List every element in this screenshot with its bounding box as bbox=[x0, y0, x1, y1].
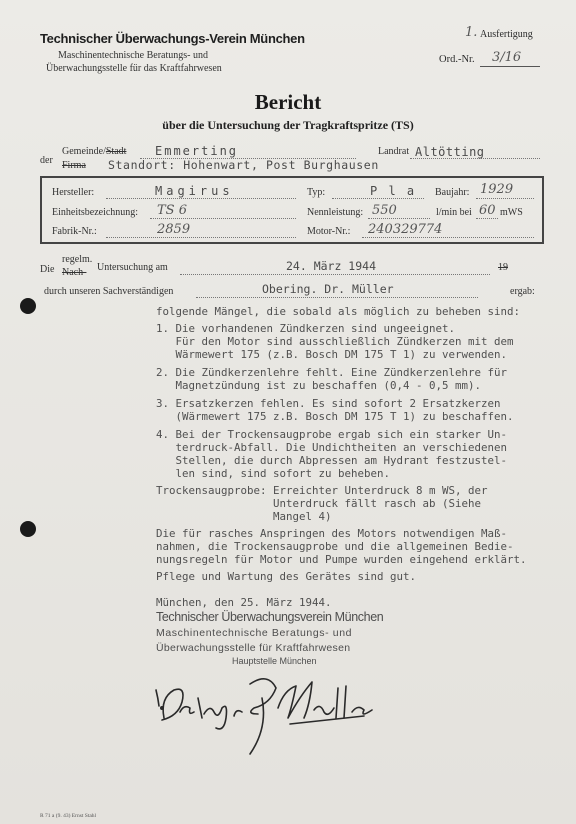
stamp-line-3: Überwachungsstelle für Kraftfahrwesen bbox=[156, 642, 351, 654]
der-label: der bbox=[40, 155, 53, 166]
nennleistung-label: Nennleistung: bbox=[307, 207, 364, 218]
form-code: R 71 a (9. 43) Ernst Stahl bbox=[40, 813, 97, 819]
stamp-line-4: Hauptstelle München bbox=[232, 656, 317, 666]
mws-line bbox=[476, 218, 498, 219]
punch-hole-top bbox=[20, 298, 36, 314]
body-line-3: Wärmewert 175 (z.B. Bosch DM 175 T 1) zu verwenden. bbox=[156, 348, 508, 361]
fabrik-label: Fabrik-Nr.: bbox=[52, 226, 97, 237]
organization-name: Technischer Überwachungs-Verein München bbox=[40, 31, 305, 46]
typ-label: Typ: bbox=[307, 187, 326, 198]
body-line-2: Für den Motor sind ausschließlich Zündkerzen mit dem bbox=[156, 335, 514, 348]
firma-label: Firma bbox=[62, 160, 86, 171]
baujahr-label: Baujahr: bbox=[435, 187, 470, 198]
gemeinde-value: Emmerting bbox=[155, 144, 239, 158]
ergab-label: ergab: bbox=[510, 286, 535, 297]
ausfertigung-label: Ausfertigung bbox=[480, 29, 533, 40]
die-label: Die bbox=[40, 264, 55, 275]
standort-value: Standort: Hohenwart, Post Burghausen bbox=[108, 158, 379, 172]
expert-value: Obering. Dr. Müller bbox=[262, 282, 394, 296]
signature bbox=[150, 668, 380, 758]
organization-subline-2: Überwachungsstelle für das Kraftfahrwesen bbox=[46, 63, 222, 74]
einheit-line bbox=[150, 218, 296, 219]
body-line-12: Trockensaugprobe: Erreichter Unterdruck 8 m WS, der bbox=[156, 484, 488, 497]
motor-label: Motor-Nr.: bbox=[307, 226, 351, 237]
report-subtitle: über die Untersuchung der Tragkraftspritze (TS) bbox=[162, 118, 414, 132]
stadt-label: Stadt bbox=[105, 146, 127, 157]
landrat-value: Altötting bbox=[415, 145, 485, 159]
order-number-label: Ord.-Nr. bbox=[439, 54, 475, 65]
fabrik-value: 2859 bbox=[157, 222, 191, 237]
body-line-11: len sind, sind sofort zu beheben. bbox=[156, 467, 391, 480]
body-line-17: nungsregeln für Motor und Pumpe wurden eingehend erklärt. bbox=[156, 553, 527, 566]
body-line-4: 2. Die Zündkerzenlehre fehlt. Eine Zündkerzenlehre für bbox=[156, 366, 508, 379]
body-line-10: Stellen, die durch Abpressen am Hydrant festzustel- bbox=[156, 454, 508, 467]
hersteller-line bbox=[106, 198, 296, 199]
stamp-line-2: Maschinentechnische Beratungs- und bbox=[156, 627, 353, 639]
einheit-value: TS 6 bbox=[157, 203, 187, 218]
body-line-14: Mangel 4) bbox=[156, 510, 332, 523]
order-number-value: 3/16 bbox=[492, 50, 522, 65]
order-number-line bbox=[480, 66, 540, 67]
report-title: Bericht bbox=[254, 90, 322, 114]
motor-line bbox=[362, 237, 534, 238]
durch-label: durch unseren Sachverständigen bbox=[44, 286, 174, 297]
motor-value: 240329774 bbox=[368, 222, 443, 237]
hersteller-label: Hersteller: bbox=[52, 187, 95, 198]
year-label: 19 bbox=[498, 262, 508, 273]
punch-hole-bottom bbox=[20, 521, 36, 537]
body-line-15: Die für rasches Anspringen des Motors notwendigen Maß- bbox=[156, 527, 508, 540]
gemeinde-label: Gemeinde/Stadt bbox=[62, 146, 127, 157]
regelm-label: regelm. bbox=[62, 254, 93, 265]
nach-label: Nach- bbox=[62, 267, 87, 278]
baujahr-line bbox=[476, 198, 534, 199]
typ-value: P l a bbox=[370, 184, 417, 198]
fabrik-line bbox=[106, 237, 296, 238]
mws-label: mWS bbox=[500, 207, 523, 218]
untersuchung-label: Untersuchung am bbox=[97, 262, 168, 273]
body-line-5: Magnetzündung ist zu beschaffen (0,4 - 0,5 mm). bbox=[156, 379, 482, 392]
body-line-16: nahmen, die Trockensaugprobe und die allgemeinen Bedie- bbox=[156, 540, 514, 553]
body-line-8: 4. Bei der Trockensaugprobe ergab sich ein starker Un- bbox=[156, 428, 508, 441]
landrat-label: Landrat bbox=[378, 146, 410, 157]
place-date: München, den 25. März 1944. bbox=[156, 596, 332, 609]
body-line-0: folgende Mängel, die sobald als möglich zu beheben sind: bbox=[156, 305, 521, 318]
hersteller-value: Magirus bbox=[155, 184, 234, 198]
organization-subline-1: Maschinentechnische Beratungs- und bbox=[58, 50, 208, 61]
body-line-18: Pflege und Wartung des Gerätes sind gut. bbox=[156, 570, 417, 583]
einheit-label: Einheitsbezeichnung: bbox=[52, 207, 139, 218]
date-line bbox=[180, 274, 490, 275]
nennleistung-value: 550 bbox=[372, 203, 397, 218]
stamp-line-1: Technischer Überwachungsverein München bbox=[156, 610, 384, 624]
exam-date-value: 24. März 1944 bbox=[286, 259, 377, 273]
typ-line bbox=[332, 198, 424, 199]
lmin-label: l/min bei bbox=[436, 207, 472, 218]
baujahr-value: 1929 bbox=[480, 182, 514, 197]
body-line-13: Unterdruck fällt rasch ab (Siehe bbox=[156, 497, 482, 510]
nennleistung-line bbox=[368, 218, 430, 219]
body-line-9: terdruck-Abfall. Die Undichtheiten an verschiedenen bbox=[156, 441, 508, 454]
body-line-7: (Wärmewert 175 z.B. Bosch DM 175 T 1) zu beschaffen. bbox=[156, 410, 514, 423]
expert-line bbox=[196, 297, 478, 298]
body-line-6: 3. Ersatzkerzen fehlen. Es sind sofort 2 Ersatzkerzen bbox=[156, 397, 501, 410]
ausfertigung-number: 1. bbox=[465, 25, 478, 40]
body-line-1: 1. Die vorhandenen Zündkerzen sind ungeeignet. bbox=[156, 322, 456, 335]
mws-value: 60 bbox=[479, 203, 496, 218]
